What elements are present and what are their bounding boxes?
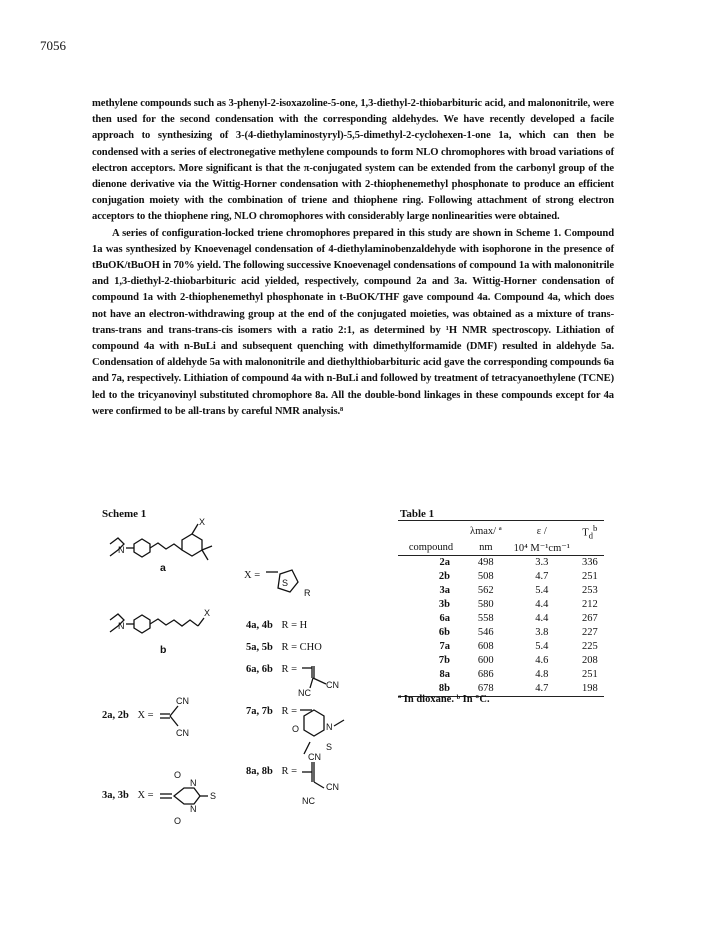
atom-n-3b: N: [190, 804, 197, 814]
atom-s-7: S: [326, 742, 333, 752]
table-row: [398, 626, 604, 640]
r-def-8: [246, 766, 297, 777]
cell-epsilon: 4.8: [535, 669, 549, 681]
cell-compound: 8b: [398, 682, 464, 697]
cell-lambda: 546: [477, 627, 494, 639]
atom-nc-6: NC: [298, 688, 311, 698]
c2-def: [102, 710, 154, 721]
cell-compound: 8a: [439, 669, 450, 681]
c2-value: X =: [137, 710, 154, 721]
cell-compound: 3a: [439, 585, 450, 597]
table-row: [398, 668, 604, 682]
cell-epsilon: 5.4: [535, 641, 549, 653]
cell-compound: 3b: [438, 599, 450, 611]
header-blank: [576, 541, 604, 556]
table-row: [398, 612, 604, 626]
header-compound: compound: [398, 541, 464, 556]
table-footnote: ª In dioxane. ᵇ In °C.: [398, 694, 490, 705]
r-def-7-value: R =: [281, 706, 298, 717]
cell-epsilon: 3.8: [535, 627, 549, 639]
header-td: [576, 521, 604, 541]
table-title: Table 1: [400, 508, 435, 520]
atom-o-3a: O: [174, 770, 182, 780]
atom-n-3a: N: [190, 778, 197, 788]
c3-compounds: 3a, 3b: [102, 790, 129, 801]
c3-structure: [160, 766, 240, 836]
cell-epsilon: 4.4: [535, 599, 549, 611]
header-epsilon-text: ε /: [536, 526, 547, 538]
table-row: [398, 640, 604, 654]
paragraph-1: methylene compounds such as 3-phenyl-2-isoxazoline-5-one, 1,3-diethyl-2-thiobarbituric acid, and malononitrile, were then used for the second condensation with the corresponding aldehydes. We have recently developed a facile approach to synthesizing of 3-(4-diethylaminostyryl)-5,5-dimethyl-2-cyclohexen-1-one 1a, which can then be condensed with a series of electronegative methylene compounds to form NLO chromophores with broad variations of electron acceptors. More significant is that the π-conjugated system can be extended from the carbonyl group of the dienone derivative via the Wittig-Horner condensation with 2-thiophenemethyl phosphonate to produce an efficient conjugation moiety with the combination of triene and thiophene ring. Following attachment of strong electron acceptors to the thiophene ring, NLO chromophores with considerably large nonlinearities were obtained.: [92, 98, 614, 223]
paragraph-2: A series of configuration-locked triene chromophores prepared in this study are shown in Scheme 1. Compound 1a was synthesized by Knoevenagel condensation of 4-diethylaminobenzaldehyde with isophorone in the presence of tBuOK/tBuOH in 70% yield. The following successive Knoevenagel condensations of compound 1a with malononitrile and 1,3-diethyl-2-thiobarbituric acid yielded, respectively, compound 2a and 3a. Wittig-Horner condensation of compound 1a with 2-thiophenemethyl phosphonate in t-BuOK/THF gave compound 4a. Compound 4a, which does not have an electron-withdrawing group at the end of the conjugated moieties, was obtained as a mixture of trans-trans-trans and trans-trans-cis isomers with a ratio 2:1, as determined by ¹H NMR spectroscopy. Lithiation of compound 4a with n-BuLi and subsequent quenching with dimethylformamide (DMF) resulted in aldehyde 5a. Condensation of aldehyde 5a with malononitrile and diethylthiobarbituric acid gave the corresponding compounds 6a and 7a, respectively. Lithiation of compound 4a with n-BuLi and followed by treatment of tetracyanoethylene (TCNE) led to the tricyanovinyl substituted chromophore 8a. All the double-bond linkages in these compounds except for 4a were confirmed to be all-trans by careful NMR analysis.⁸: [92, 227, 614, 417]
atom-n-b: N: [118, 621, 125, 631]
cell-lambda: 558: [477, 613, 494, 625]
r-def-5: [246, 642, 322, 653]
atom-s-3: S: [210, 791, 217, 801]
cell-lambda: 678: [464, 682, 508, 697]
atom-cn-6: CN: [326, 680, 339, 690]
label-b: b: [160, 644, 167, 656]
atom-o-7a: O: [292, 724, 300, 734]
cell-epsilon: 3.3: [535, 557, 549, 569]
cell-td: 267: [581, 613, 598, 625]
r-def-6-compounds: 6a, 6b: [246, 664, 273, 675]
header-units: 10⁴ M⁻¹cm⁻¹: [508, 541, 576, 556]
label-a: a: [160, 562, 166, 574]
atom-r: R: [304, 588, 311, 598]
r-def-4-compounds: 4a, 4b: [246, 620, 273, 631]
c2-structure: [160, 694, 210, 744]
atom-cn-8b: CN: [326, 782, 339, 792]
r-def-4-value: R = H: [281, 620, 308, 631]
cell-epsilon: 5.4: [535, 585, 549, 597]
cell-compound: 2b: [438, 571, 450, 583]
cell-lambda: 686: [477, 669, 494, 681]
header-td-sup: b: [593, 523, 598, 533]
header-lambda: [464, 521, 508, 541]
cell-compound: 2a: [439, 557, 450, 569]
header-lambda-text: λmax/ ª: [470, 526, 502, 538]
table-header-row-2: [398, 541, 604, 556]
r-def-6-value: R =: [281, 664, 298, 675]
cell-compound: 6a: [439, 613, 450, 625]
atom-n-a: N: [118, 545, 125, 555]
cell-td: 208: [581, 655, 598, 667]
thiophene-structure: [266, 560, 326, 610]
r-def-7-compounds: 7a, 7b: [246, 706, 273, 717]
cell-td: 336: [581, 557, 598, 569]
cell-compound: 6b: [438, 627, 450, 639]
cell-td: 251: [581, 669, 598, 681]
r-def-7: [246, 706, 297, 717]
cell-epsilon: 4.6: [535, 655, 549, 667]
r8-structure: [302, 752, 372, 812]
x-equals-label: X =: [244, 570, 261, 581]
atom-x-a: X: [199, 517, 206, 527]
cell-lambda: 562: [477, 585, 494, 597]
data-table: [398, 520, 604, 697]
header-td-text: T: [582, 527, 589, 539]
table-header-row-1: [398, 521, 604, 541]
header-nm: nm: [464, 541, 508, 556]
cell-lambda: 498: [477, 557, 494, 569]
table-row: [398, 654, 604, 668]
cell-lambda: 580: [477, 599, 494, 611]
cell-td: 212: [581, 599, 598, 611]
table-row: [398, 584, 604, 598]
c3-value: X =: [137, 790, 154, 801]
table-row: [398, 570, 604, 584]
cell-epsilon: 4.4: [535, 613, 549, 625]
cell-epsilon: 4.7: [508, 682, 576, 697]
r-def-5-compounds: 5a, 5b: [246, 642, 273, 653]
atom-n-7a: N: [326, 722, 333, 732]
atom-x-b: X: [204, 608, 211, 618]
r-def-5-value: R = CHO: [281, 642, 322, 653]
c3-def: [102, 790, 154, 801]
body-text: [92, 96, 614, 420]
cell-lambda: 600: [477, 655, 494, 667]
header-td-sub: d: [588, 530, 594, 541]
scheme-title: Scheme 1: [102, 508, 147, 520]
cell-td: 251: [581, 571, 598, 583]
atom-s-thiophene: S: [282, 578, 289, 588]
r-def-6: [246, 664, 297, 675]
r-def-4: [246, 620, 307, 631]
cell-epsilon: 4.7: [535, 571, 549, 583]
page-number: 7056: [40, 38, 66, 53]
header-epsilon: [508, 521, 576, 541]
header-empty: [398, 521, 464, 541]
atom-cn-2a: CN: [176, 696, 189, 706]
cell-td: 253: [581, 585, 598, 597]
cell-lambda: 508: [477, 571, 494, 583]
cell-td: 198: [576, 682, 604, 697]
atom-cn-2b: CN: [176, 728, 189, 738]
cell-compound: 7a: [439, 641, 450, 653]
atom-nc-8: NC: [302, 796, 315, 806]
cell-lambda: 608: [477, 641, 494, 653]
table-body: [398, 555, 604, 696]
atom-o-3b: O: [174, 816, 182, 826]
table-row: [398, 555, 604, 570]
r-def-8-value: R =: [281, 766, 298, 777]
table-row: [398, 598, 604, 612]
cell-td: 227: [581, 627, 598, 639]
cell-compound: 7b: [438, 655, 450, 667]
cell-td: 225: [581, 641, 598, 653]
r-def-8-compounds: 8a, 8b: [246, 766, 273, 777]
c2-compounds: 2a, 2b: [102, 710, 129, 721]
atom-cn-8a: CN: [308, 752, 321, 762]
